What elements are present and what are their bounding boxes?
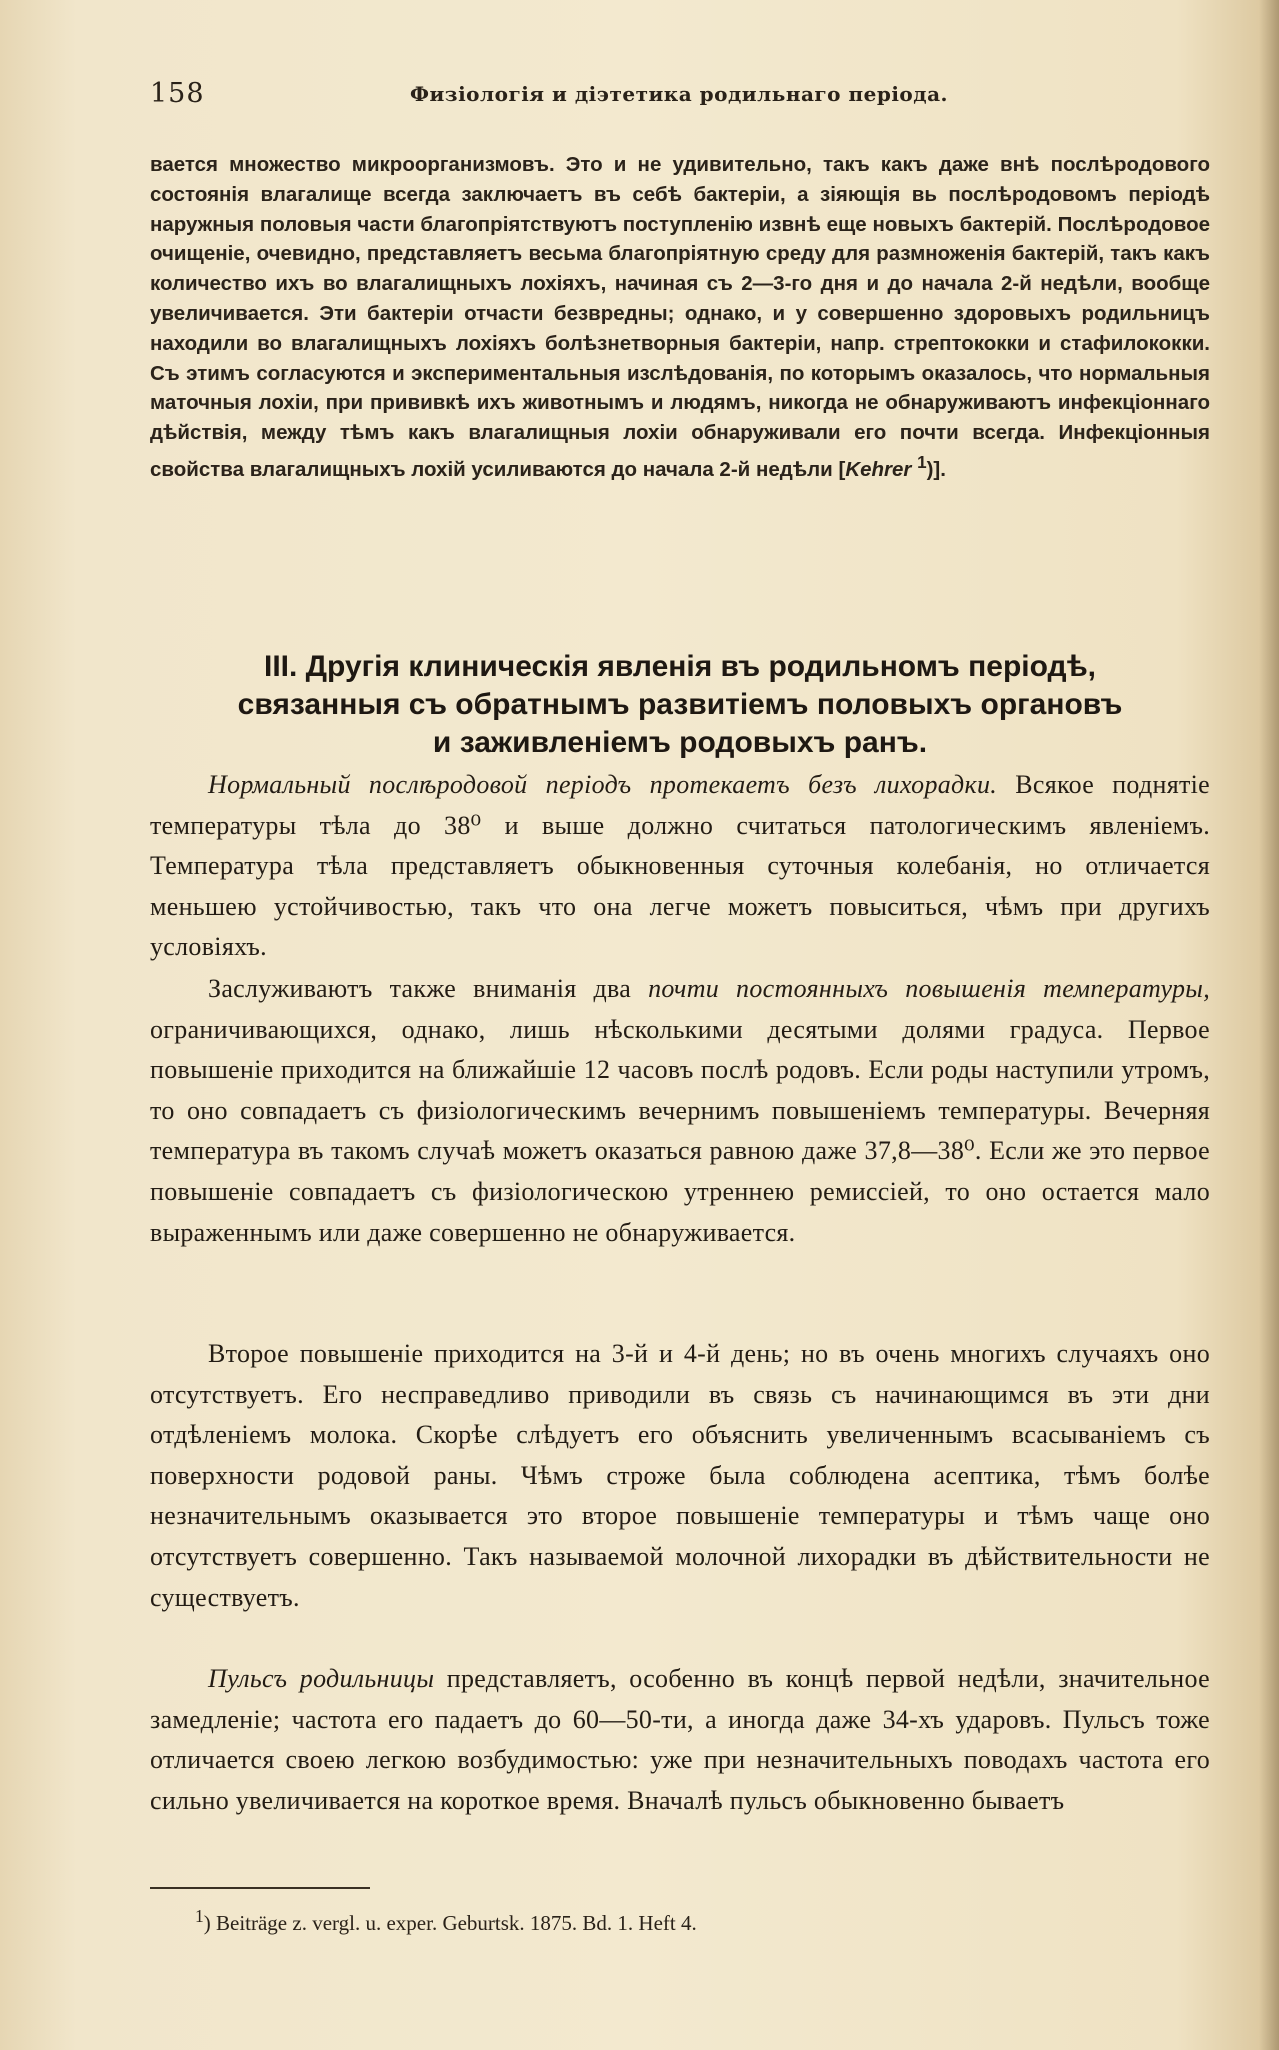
paragraph-2-italic: Нормальный послѣродовой періодъ протекаетъ безъ лихорадки. (208, 770, 998, 799)
paragraph-1-end: )]. (926, 457, 946, 481)
paragraph-pulse (150, 1659, 1210, 1821)
paragraph-3-start: Заслуживаютъ также вниманія два (208, 974, 649, 1003)
section-heading (150, 648, 1210, 762)
paragraph-3-italic: почти постоянныхъ повышенія температуры, (648, 974, 1210, 1003)
running-title: Физіологія и діэтетика родильнаго періода. (410, 82, 949, 106)
paragraph-4-text: Второе повышеніе приходится на 3-й и 4-й день; но въ очень многихъ случаяхъ оно отсутствуетъ. Его несправедливо приводили въ связь съ начинающимся въ эти дни отдѣленіемъ молока. Скорѣе слѣдуетъ его объяснить увеличеннымъ всасываніемъ съ поверхности родовой раны. Чѣмъ строже была соблюдена асептика, тѣмъ болѣе незначительнымъ оказывается это второе повышеніе температуры и тѣмъ чаще оно отсутствуетъ совершенно. Такъ называемой молочной лихорадки въ дѣйствительности не существуетъ. (150, 1339, 1210, 1612)
footnote (195, 1906, 697, 1936)
paragraph-microorganisms (150, 150, 1210, 620)
paragraph-1-text: вается множество микроорганизмовъ. Это и не удивительно, такъ какъ даже внѣ послѣродового состоянія влагалище всегда заключаетъ въ себѣ бактеріи, а зіяющія вь послѣродовомъ періодѣ наружныя половыя части благопріятствуютъ поступленію извнѣ еще новыхъ бактерій. Послѣродовое очищеніе, очевидно, представляетъ весьма благопріятную среду для размноженія бактерій, такъ какъ количество ихъ во влагалищныхъ лохіяхъ, начиная съ 2—3-го дня и до начала 2-й недѣли, вообще увеличивается. Эти бактеріи отчасти безвредны; однако, и у совершенно здоровыхъ родильницъ находили во влагалищныхъ лохіяхъ болѣзнетворныя бактеріи, напр. стрептококки и стафилококки. Съ этимъ согласуются и экспериментальныя изслѣдованія, по которымъ оказалось, что нормальныя маточныя лохіи, при прививкѣ ихъ животнымъ и людямъ, никогда не обнаруживаютъ инфекціоннаго дѣйствія, между тѣмъ какъ влагалищныя лохіи обнаруживали его почти всегда. Инфекціонныя свойства влагалищныхъ лохій усиливаются до начала 2-й недѣли [ (150, 153, 1210, 481)
page-number: 158 (150, 78, 205, 109)
footnote-text: ) Beiträge z. vergl. u. exper. Geburtsk. 1875. Bd. 1. Heft 4. (203, 1911, 697, 1935)
paragraph-5-italic: Пульсъ родильницы (208, 1664, 435, 1693)
footnote-reference: 1 (917, 452, 927, 472)
page-edge-shadow (1259, 0, 1279, 2050)
page-header (150, 78, 1210, 114)
paragraph-5-text: представляетъ, особенно въ концѣ первой недѣли, значительное замедленіе; частота его падаетъ до 60—50-ти, а иногда даже 34-хъ ударовъ. Пульсъ тоже отличается своею легкою возбудимостью: уже при незначительныхъ поводахъ частота его сильно увеличивается на короткое время. Вначалѣ пульсъ обыкновенно бываетъ (150, 1664, 1210, 1815)
paragraph-temperature-rises (150, 969, 1210, 1253)
section-heading-line-3: и заживленіемъ родовыхъ ранъ. (432, 726, 928, 759)
paragraph-second-rise (150, 1334, 1210, 1618)
paragraph-2-text: Всякое поднятіе температуры тѣла до 38⁰ и выше должно считаться патологическимъ явленіемъ. Температура тѣла представляетъ обыкновенныя суточныя колебанія, но отличается меньшею устойчивостью, такъ что она легче можетъ повыситься, чѣмъ при другихъ условіяхъ. (150, 770, 1211, 962)
section-heading-line-1: III. Другія клиническія явленія въ родильномъ періодѣ, (264, 650, 1096, 683)
footnote-divider (150, 1887, 370, 1889)
paragraph-3-text: ограничивающихся, однако, лишь нѣсколькими десятыми долями градуса. Первое повышеніе приходится на ближайшіе 12 часовъ послѣ родовъ. Если роды наступили утромъ, то оно совпадаетъ съ физіологическимъ вечернимъ повышеніемъ температуры. Вечерняя температура въ такомъ случаѣ можетъ оказаться равною даже 37,8—38⁰. Если же это первое повышеніе совпадаетъ съ физіологическою утреннею ремиссіей, то оно остается мало выраженнымъ или даже совершенно не обнаруживается. (150, 1014, 1210, 1247)
footnote-mark: 1 (195, 1906, 204, 1926)
paragraph-normal-period (150, 765, 1210, 968)
citation-author: Kehrer (845, 457, 912, 481)
section-heading-line-2: связанныя съ обратнымъ развитіемъ половыхъ органовъ (237, 688, 1123, 721)
